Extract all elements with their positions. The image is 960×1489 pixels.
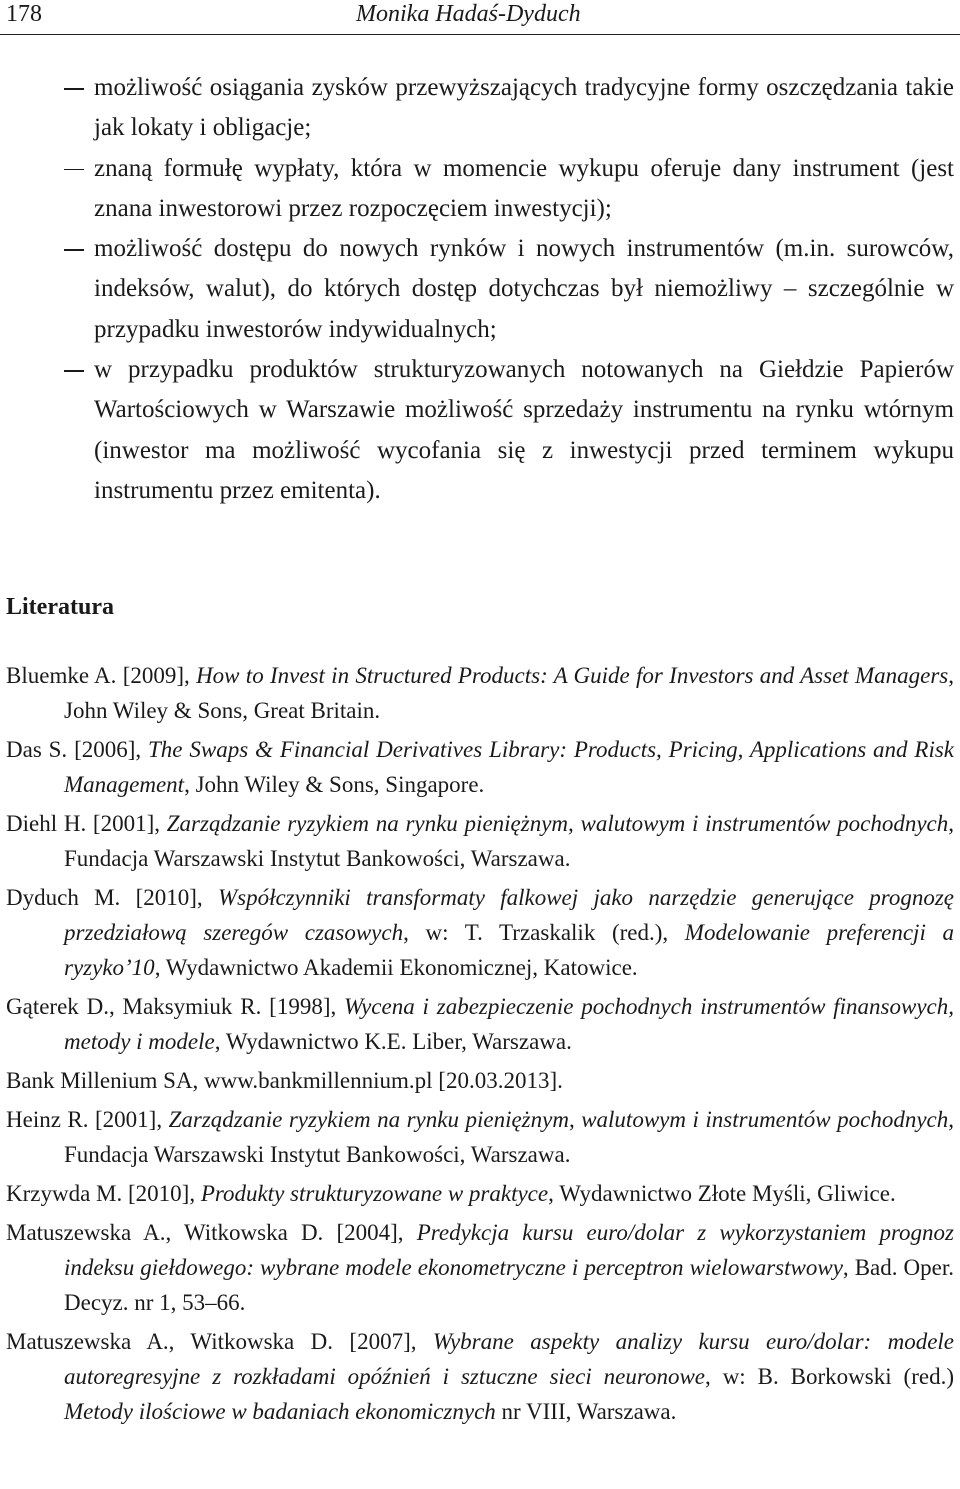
reference-book-title: Metody ilościowe w badaniach ekonomicznych <box>64 1399 496 1424</box>
dash-bullet <box>64 88 84 90</box>
reference-publisher: , Wydawnictwo K.E. Liber, Warszawa. <box>214 1029 572 1054</box>
bibliography <box>0 658 960 1433</box>
reference-entry <box>0 658 960 728</box>
reference-author: Krzywda M. [2010], <box>6 1181 201 1206</box>
reference-publisher: , w: B. Borkowski (red.) <box>705 1364 954 1389</box>
page-header <box>0 0 960 35</box>
reference-publisher: , John Wiley & Sons, Singapore. <box>184 772 485 797</box>
reference-book-publisher: nr VIII, Warszawa. <box>495 1399 677 1424</box>
reference-title: Predykcja kursu euro/dolar z wykorzystaniem prognoz indeksu giełdowego: wybrane modele ekonometryczne i perceptron wielowarstwowy <box>64 1220 954 1280</box>
reference-author: Matuszewska A., Witkowska D. [2004], <box>6 1220 417 1245</box>
list-item-text: możliwość osiągania zysków przewyższających tradycyjne formy oszczędzania takie jak lokaty i obligacje; <box>94 74 954 142</box>
reference-entry <box>0 1063 960 1098</box>
list-item-text: znaną formułę wypłaty, która w momencie wykupu oferuje dany instrument (jest znana inwestorowi przez rozpoczęciem inwestycji); <box>94 154 954 222</box>
reference-author: Dyduch M. [2010], <box>6 885 218 910</box>
reference-publisher: , John Wiley & Sons, Great Britain. <box>64 663 954 723</box>
reference-publisher: , Fundacja Warszawski Instytut Bankowości, Warszawa. <box>64 1107 955 1167</box>
reference-entry <box>0 989 960 1059</box>
reference-entry <box>0 1324 960 1429</box>
reference-title: Zarządzanie ryzykiem na rynku pieniężnym, walutowym i instrumentów pochodnych <box>166 811 949 836</box>
reference-title: Zarządzanie ryzykiem na rynku pieniężnym, walutowym i instrumentów pochodnych <box>168 1107 949 1132</box>
list-item-text: w przypadku produktów strukturyzowanych notowanych na Giełdzie Papierów Wartościowych w Warszawie możliwość sprzedaży instrumentu na rynku wtórnym (inwestor ma możliwość wycofania się z inwestycji przed terminem wykupu instrumentu przez emitenta). <box>94 356 954 504</box>
section-heading: Literatura <box>6 594 114 620</box>
reference-publisher: , Wydawnictwo Złote Myśli, Gliwice. <box>548 1181 896 1206</box>
reference-author: Matuszewska A., Witkowska D. [2007], <box>6 1329 433 1354</box>
list-item <box>0 149 960 230</box>
list-item <box>0 350 960 511</box>
reference-title: Wycena i zabezpieczenie pochodnych instrumentów finansowych, metody i modele <box>64 994 954 1054</box>
reference-book-title: Modelowanie preferencji a ryzyko’10 <box>64 920 954 980</box>
reference-entry <box>0 1102 960 1172</box>
reference-author: Diehl H. [2001], <box>6 811 167 836</box>
page-number: 178 <box>6 1 42 27</box>
reference-title: How to Invest in Structured Products: A Guide for Investors and Asset Managers <box>196 663 949 688</box>
reference-book-publisher: , Wydawnictwo Akademii Ekonomicznej, Katowice. <box>154 955 638 980</box>
reference-title: Współczynniki transformaty falkowej jako narzędzie generujące prognozę przedziałową szeregów czasowych <box>64 885 954 945</box>
reference-author: Bluemke A. [2009], <box>6 663 197 688</box>
reference-title: The Swaps & Financial Derivatives Library: Products, Pricing, Applications and Risk Management <box>64 737 954 797</box>
reference-entry <box>0 806 960 876</box>
reference-publisher: , w: T. Trzaskalik (red.), <box>403 920 685 945</box>
reference-publisher: , Fundacja Warszawski Instytut Bankowości, Warszawa. <box>64 811 954 871</box>
advantages-list <box>0 68 960 511</box>
dash-bullet <box>64 370 84 372</box>
reference-entry <box>0 732 960 802</box>
dash-bullet <box>64 249 84 251</box>
reference-author: Das S. [2006], <box>6 737 149 762</box>
reference-entry <box>0 1215 960 1320</box>
reference-author: Bank Millenium SA, www.bankmillennium.pl [20.03.2013]. <box>6 1068 563 1093</box>
reference-entry <box>0 880 960 985</box>
reference-entry <box>0 1176 960 1211</box>
reference-title: Wybrane aspekty analizy kursu euro/dolar: modele autoregresyjne z rozkładami opóźnień i sztuczne sieci neuronowe <box>64 1329 954 1389</box>
reference-author: Heinz R. [2001], <box>6 1107 169 1132</box>
list-item <box>0 68 960 149</box>
reference-title: Produkty strukturyzowane w praktyce <box>200 1181 549 1206</box>
list-item <box>0 229 960 350</box>
dash-bullet <box>64 169 84 171</box>
reference-publisher: , Bad. Oper. Decyz. nr 1, 53–66. <box>64 1255 954 1315</box>
reference-author: Gąterek D., Maksymiuk R. [1998], <box>6 994 345 1019</box>
list-item-text: możliwość dostępu do nowych rynków i nowych instrumentów (m.in. surowców, indeksów, walut), do których dostęp dotychczas był niemożliwy – szczególnie w przypadku inwestorów indywidualnych; <box>94 235 954 343</box>
running-head: Monika Hadaś-Dyduch <box>356 1 581 27</box>
